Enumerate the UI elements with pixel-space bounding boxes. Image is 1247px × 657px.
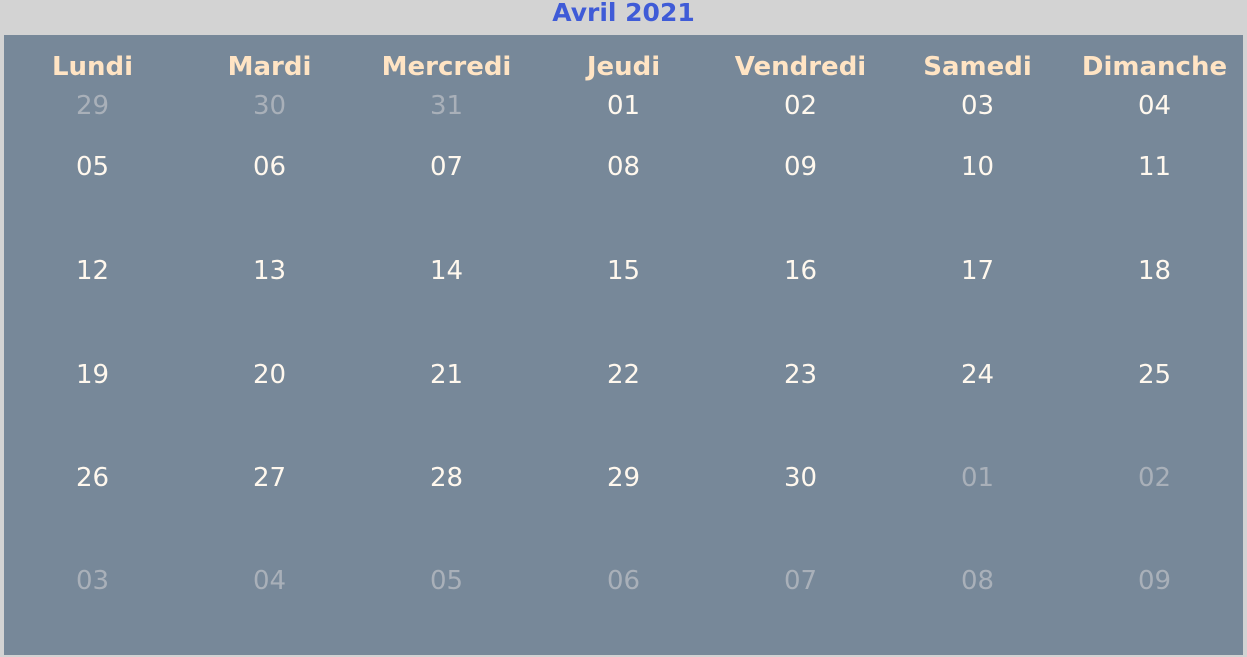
day-cell[interactable]: 01: [960, 463, 995, 493]
weekday-header-row: [4, 52, 1243, 82]
day-cell[interactable]: 23: [783, 360, 818, 390]
day-cell[interactable]: 09: [783, 152, 818, 182]
day-cell[interactable]: 25: [1137, 360, 1172, 390]
day-cell[interactable]: 30: [252, 91, 287, 121]
day-cell[interactable]: 05: [429, 566, 464, 596]
day-cell[interactable]: 29: [75, 91, 110, 121]
day-cell[interactable]: 09: [1137, 566, 1172, 596]
weekday-header: Mardi: [227, 52, 312, 82]
day-cell[interactable]: 07: [429, 152, 464, 182]
day-cell[interactable]: 12: [75, 256, 110, 286]
day-cell[interactable]: 21: [429, 360, 464, 390]
day-cell[interactable]: 08: [606, 152, 641, 182]
week-row: [4, 463, 1243, 493]
weekday-header: Lundi: [51, 52, 134, 82]
week-row: [4, 360, 1243, 390]
day-cell[interactable]: 16: [783, 256, 818, 286]
week-row: [4, 256, 1243, 286]
day-cell[interactable]: 04: [252, 566, 287, 596]
day-cell[interactable]: 02: [1137, 463, 1172, 493]
day-cell[interactable]: 19: [75, 360, 110, 390]
weekday-header: Vendredi: [734, 52, 867, 82]
day-cell[interactable]: 01: [606, 91, 641, 121]
day-cell[interactable]: 27: [252, 463, 287, 493]
calendar-title: Avril 2021: [552, 0, 695, 27]
day-cell[interactable]: 26: [75, 463, 110, 493]
day-cell[interactable]: 10: [960, 152, 995, 182]
weekday-header: Samedi: [923, 52, 1032, 82]
day-cell[interactable]: 02: [783, 91, 818, 121]
day-cell[interactable]: 14: [429, 256, 464, 286]
day-cell[interactable]: 13: [252, 256, 287, 286]
day-cell[interactable]: 08: [960, 566, 995, 596]
day-cell[interactable]: 03: [75, 566, 110, 596]
day-cell[interactable]: 28: [429, 463, 464, 493]
day-cell[interactable]: 04: [1137, 91, 1172, 121]
day-cell[interactable]: 05: [75, 152, 110, 182]
day-cell[interactable]: 20: [252, 360, 287, 390]
weekday-header: Mercredi: [381, 52, 512, 82]
weekday-header: Jeudi: [586, 52, 661, 82]
day-cell[interactable]: 29: [606, 463, 641, 493]
day-cell[interactable]: 24: [960, 360, 995, 390]
day-cell[interactable]: 06: [606, 566, 641, 596]
day-cell[interactable]: 11: [1137, 152, 1172, 182]
week-row: [4, 91, 1243, 121]
day-cell[interactable]: 06: [252, 152, 287, 182]
week-row: [4, 152, 1243, 182]
day-cell[interactable]: 18: [1137, 256, 1172, 286]
day-cell[interactable]: 15: [606, 256, 641, 286]
calendar-grid: [4, 35, 1243, 655]
weekday-header: Dimanche: [1081, 52, 1228, 82]
day-cell[interactable]: 17: [960, 256, 995, 286]
day-cell[interactable]: 22: [606, 360, 641, 390]
day-cell[interactable]: 30: [783, 463, 818, 493]
day-cell[interactable]: 07: [783, 566, 818, 596]
day-cell[interactable]: 03: [960, 91, 995, 121]
day-cell[interactable]: 31: [429, 91, 464, 121]
week-row: [4, 566, 1243, 596]
